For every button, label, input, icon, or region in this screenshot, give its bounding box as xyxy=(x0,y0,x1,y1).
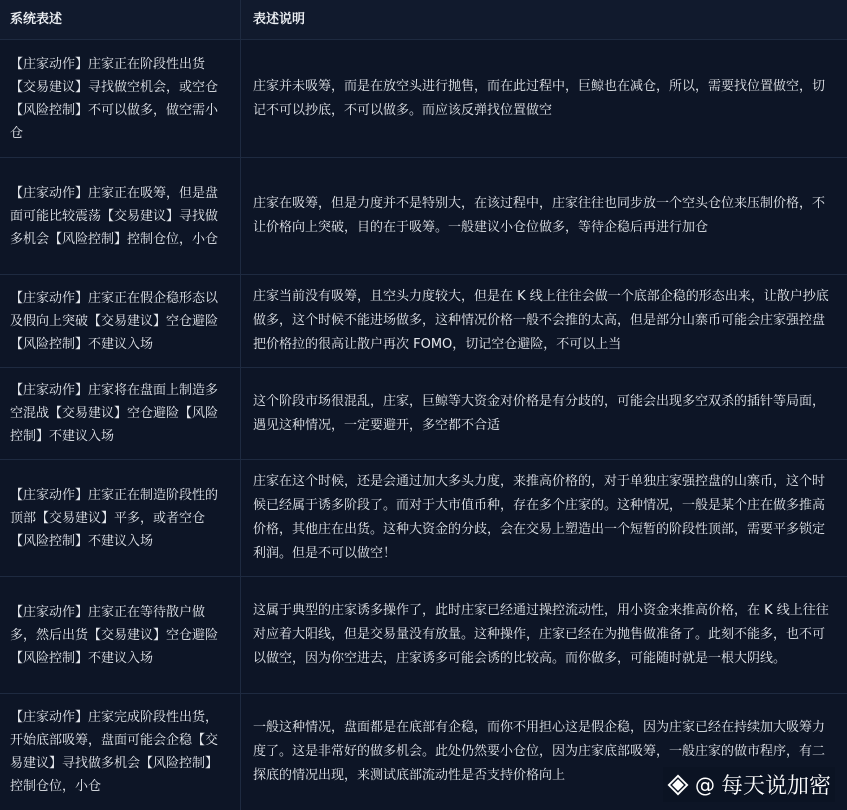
term-text: 【庄家动作】庄家完成阶段性出货，开始底部吸筹，盘面可能会企稳【交易建议】寻找做多机会【风险控制】控制仓位，小仓 xyxy=(10,710,219,794)
header-description: 表述说明 xyxy=(253,12,306,27)
row-term xyxy=(0,694,241,810)
description-text: 这个阶段市场很混乱，庄家，巨鲸等大资金对价格是有分歧的，可能会出现多空双杀的插针等局面，遇见这种情况，一定要避开，多空都不合适 xyxy=(253,393,826,433)
description-text: 庄家并未吸筹，而是在放空头进行抛售，而在此过程中，巨鲸也在减仓，所以，需要找位置做空，切记不可以抄底，不可以做多。而应该反弹找位置做空 xyxy=(253,78,826,118)
row-description xyxy=(241,40,847,157)
description-text: 一般这种情况，盘面都是在底部有企稳，而你不用担心这是假企稳，因为庄家已经在持续加大吸筹力度了。这是非常好的做多机会。此处仍然要小仓位，因为庄家底部吸筹，一般庄家的做市程序，有二探底的情况出现，来测试底部流动性是否支持价格向上 xyxy=(253,720,826,783)
row-description xyxy=(241,158,847,274)
row-description xyxy=(241,275,847,367)
row-term xyxy=(0,275,241,367)
row-description xyxy=(241,577,847,693)
table-row xyxy=(0,158,847,275)
row-term xyxy=(0,460,241,576)
term-text: 【庄家动作】庄家正在假企稳形态以及假向上突破【交易建议】空仓避险【风险控制】不建议入场 xyxy=(10,290,219,352)
description-text: 庄家在吸筹，但是力度并不是特别大，在该过程中，庄家往往也同步放一个空头仓位来压制价格，不让价格向上突破，目的在于吸筹。一般建议小仓位做多，等待企稳后再进行加仓 xyxy=(253,196,826,235)
row-term xyxy=(0,158,241,274)
row-description xyxy=(241,368,847,459)
term-text: 【庄家动作】庄家正在阶段性出货【交易建议】寻找做空机会，或空仓【风险控制】不可以做多，做空需小仓 xyxy=(10,56,219,141)
watermark-text: 每天说加密 xyxy=(720,774,831,799)
description-text: 这属于典型的庄家诱多操作了，此时庄家已经通过操控流动性，用小资金来推高价格，在 K 线上往往对应着大阳线，但是交易量没有放量。这种操作，庄家已经在为抛售做准备了。此刻不能多，也不可以做空，因为你空进去，庄家诱多可能会诱的比较高。而你做多，可能随时就是一根大阴线。 xyxy=(253,603,829,666)
table-row xyxy=(0,368,847,460)
table-row xyxy=(0,275,847,368)
description-text: 庄家当前没有吸筹，且空头力度较大，但是在 K 线上往往会做一个底部企稳的形态出来，让散户抄底做多，这个时候不能进场做多，这种情况价格一般不会推的太高，但是部分山寨币可能会庄家强控盘把价格拉的很高让散户再次 FOMO，切记空仓避险，不可以上当 xyxy=(253,289,829,352)
row-term xyxy=(0,368,241,459)
row-term xyxy=(0,577,241,693)
description-text: 庄家在这个时候，还是会通过加大多头力度，来推高价格的，对于单独庄家强控盘的山寨币，这个时候已经属于诱多阶段了。而对于大市值币种，存在多个庄家的。这种情况，一般是某个庄在做多推高价格，其他庄在出货。这种大资金的分歧，会在交易上塑造出一个短暂的阶段性顶部，需要平多锁定利润。但是不可以做空！ xyxy=(253,474,826,561)
watermark xyxy=(663,767,835,802)
header-term: 系统表述 xyxy=(0,0,241,39)
table-row xyxy=(0,577,847,694)
term-text: 【庄家动作】庄家正在制造阶段性的顶部【交易建议】平多，或者空仓【风险控制】不建议入场 xyxy=(10,487,219,549)
table-row xyxy=(0,40,847,158)
table-row xyxy=(0,460,847,577)
term-text: 【庄家动作】庄家正在等待散户做多，然后出货【交易建议】空仓避险【风险控制】不建议入场 xyxy=(10,604,219,666)
diamond-logo-icon xyxy=(667,774,689,796)
term-text: 【庄家动作】庄家将在盘面上制造多空混战【交易建议】空仓避险【风险控制】不建议入场 xyxy=(10,383,219,444)
table-header xyxy=(0,0,847,40)
watermark-at: @ xyxy=(694,772,715,797)
term-text: 【庄家动作】庄家正在吸筹，但是盘面可能比较震荡【交易建议】寻找做多机会【风险控制】控制仓位，小仓 xyxy=(10,185,219,247)
row-term xyxy=(0,40,241,157)
row-description xyxy=(241,460,847,576)
